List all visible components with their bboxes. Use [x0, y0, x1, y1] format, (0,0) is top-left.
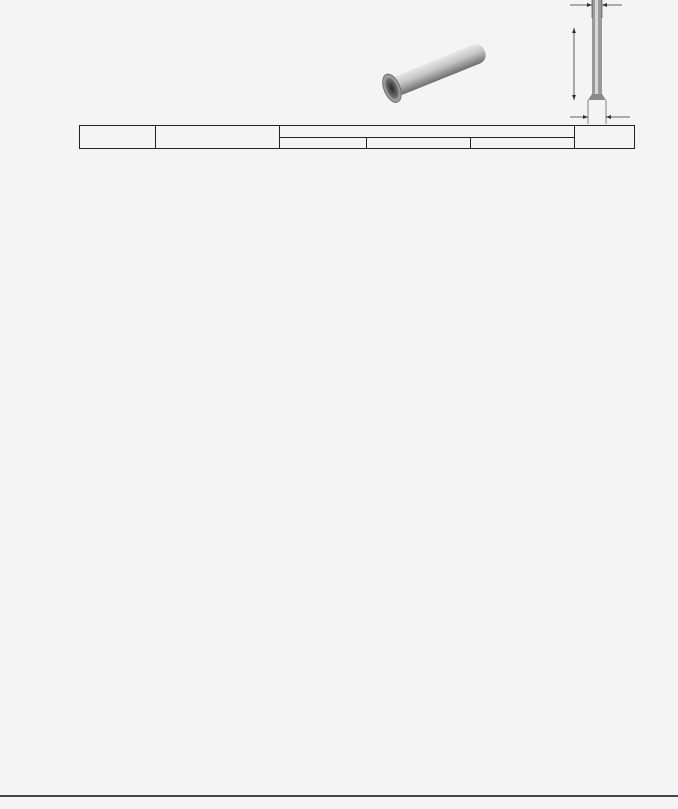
terminal-tube-illustration — [372, 34, 502, 104]
dimension-diagram — [540, 0, 650, 125]
header-c — [367, 137, 471, 149]
header-l — [280, 137, 367, 149]
header-wire-range — [80, 126, 156, 149]
terminals-table — [79, 125, 635, 149]
bottom-rule — [0, 795, 678, 797]
header-dimensions — [280, 126, 575, 138]
header-packing — [575, 126, 635, 149]
header-item-no — [156, 126, 280, 149]
header-w — [471, 137, 575, 149]
